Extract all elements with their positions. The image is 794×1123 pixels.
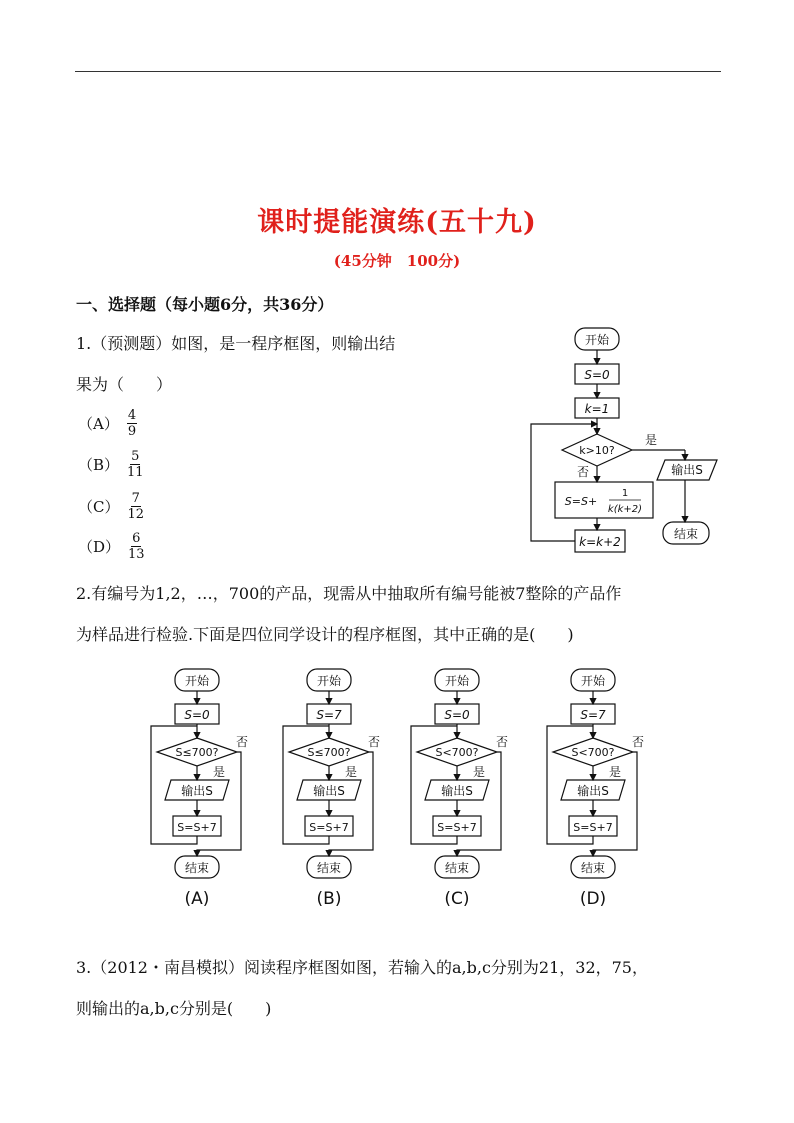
no-label: 否 [576, 465, 590, 479]
update-s-label: S=S+ [564, 495, 598, 508]
option-label: （B） [78, 456, 120, 474]
question-3-text-cont: 则输出的a,b,c分别是( ) [76, 999, 272, 1018]
question-2-text-cont: 为样品进行检验.下面是四位同学设计的程序框图，其中正确的是( ) [76, 625, 574, 644]
option-fraction [127, 449, 144, 480]
init-s-label: S=0 [584, 368, 610, 382]
option-b [78, 449, 144, 480]
update-s-frac-den: k(k+2) [607, 504, 643, 515]
question-1-flowchart [525, 322, 725, 572]
option-a [78, 408, 137, 439]
denominator: 11 [127, 465, 144, 480]
question-2-text: 2.有编号为1,2，…，700的产品，现需从中抽取所有编号能被7整除的产品作 [76, 584, 622, 603]
fc-yes: 是 [212, 765, 226, 779]
flowchart-c [411, 669, 508, 909]
page-subtitle: (45分钟 100分) [333, 252, 461, 270]
fc-no: 否 [495, 735, 509, 749]
fc-end: 结束 [580, 861, 606, 875]
flowchart-a [151, 669, 248, 909]
fc-init: S=0 [444, 708, 470, 722]
fc-start: 开始 [580, 674, 606, 688]
fc-cond: S≤700? [175, 746, 219, 759]
denominator: 9 [127, 424, 137, 439]
fc-label: (C) [444, 889, 470, 909]
fc-output: 输出S [441, 784, 473, 798]
fc-yes: 是 [472, 765, 486, 779]
option-d [78, 531, 145, 562]
header-rule [75, 71, 721, 72]
option-fraction [127, 491, 144, 522]
fc-init: S=7 [316, 708, 342, 722]
numerator: 5 [131, 449, 140, 464]
question-2-flowcharts [145, 664, 685, 914]
fc-update: S=S+7 [309, 821, 349, 834]
fc-no: 否 [367, 735, 381, 749]
fc-update: S=S+7 [177, 821, 217, 834]
init-k-label: k=1 [584, 402, 610, 416]
fc-label: (A) [184, 889, 210, 909]
fc-label: (B) [316, 889, 342, 909]
fc-end: 结束 [444, 861, 470, 875]
fc-start: 开始 [184, 674, 210, 688]
fc-no: 否 [235, 735, 249, 749]
option-fraction [128, 531, 145, 562]
fc-output: 输出S [577, 784, 609, 798]
page-title: 课时提能演练(五十九) [257, 207, 537, 238]
fc-cond: S<700? [571, 746, 615, 759]
fc-no: 否 [631, 735, 645, 749]
section-heading: 一、选择题（每小题6分，共36分） [76, 295, 334, 314]
output-label: 输出S [671, 463, 703, 477]
denominator: 12 [127, 507, 145, 522]
fc-output: 输出S [313, 784, 345, 798]
update-k-label: k=k+2 [579, 535, 621, 549]
option-fraction [127, 408, 137, 439]
start-label: 开始 [584, 333, 610, 347]
option-label: （A） [78, 415, 119, 433]
fc-label: (D) [579, 889, 607, 909]
fc-update: S=S+7 [573, 821, 613, 834]
fc-init: S=0 [184, 708, 210, 722]
flowchart-d [547, 669, 644, 909]
denominator: 13 [128, 547, 145, 562]
fc-end: 结束 [184, 861, 210, 875]
fc-init: S=7 [580, 708, 606, 722]
fc-update: S=S+7 [437, 821, 477, 834]
option-label: （C） [78, 498, 120, 516]
update-s-frac-num: 1 [621, 488, 629, 499]
question-1-text: 1.（预测题）如图，是一程序框图，则输出结 [76, 334, 396, 353]
question-1-text-cont: 果为（ ） [76, 375, 173, 394]
numerator: 6 [132, 531, 141, 546]
fc-yes: 是 [608, 765, 622, 779]
numerator: 7 [131, 491, 140, 506]
fc-cond: S≤700? [307, 746, 351, 759]
flowchart-b [283, 669, 380, 909]
yes-label: 是 [644, 433, 658, 447]
fc-yes: 是 [344, 765, 358, 779]
fc-cond: S<700? [435, 746, 479, 759]
fc-end: 结束 [316, 861, 342, 875]
fc-start: 开始 [444, 674, 470, 688]
option-c [78, 491, 144, 522]
fc-start: 开始 [316, 674, 342, 688]
end-label: 结束 [673, 527, 699, 541]
option-label: （D） [78, 538, 121, 556]
fc-output: 输出S [181, 784, 213, 798]
question-3-text: 3.（2012・南昌模拟）阅读程序框图如图，若输入的a,b,c分别为21，32，75， [76, 958, 648, 977]
numerator: 4 [127, 408, 137, 423]
condition-label: k>10? [579, 444, 615, 457]
